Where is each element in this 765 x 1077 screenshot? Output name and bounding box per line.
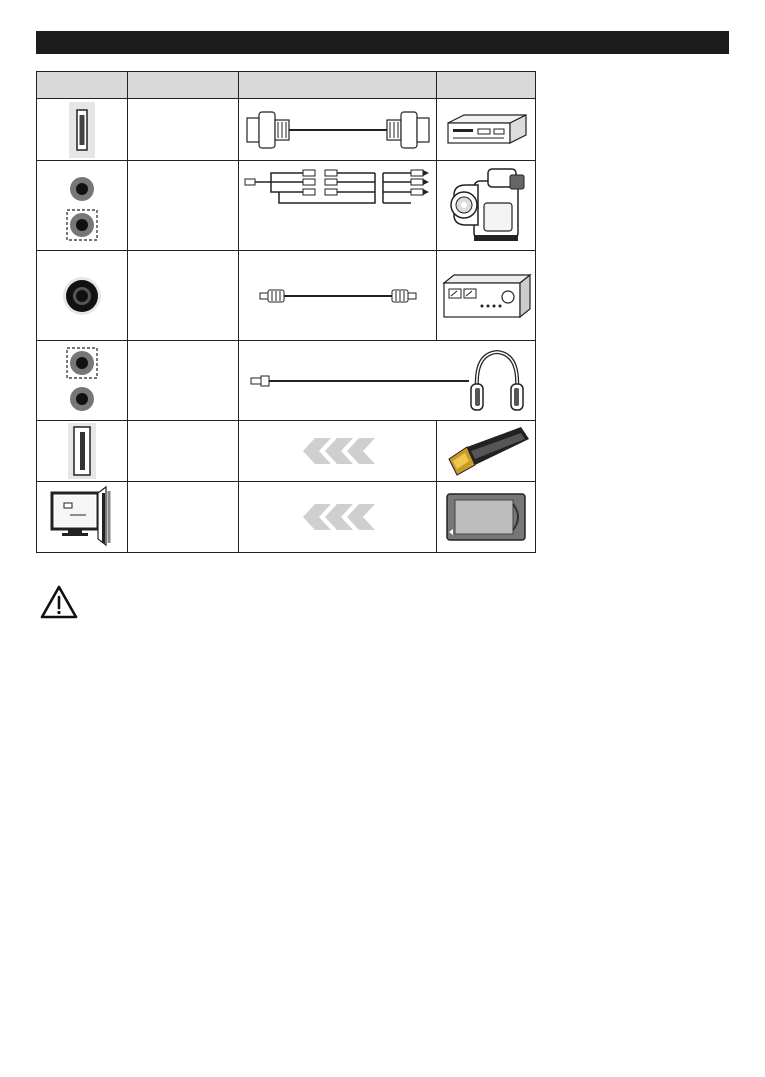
row-hdmi-connector — [37, 99, 127, 160]
warning-icon — [40, 584, 78, 620]
row-usb-device — [437, 421, 535, 481]
row-headphone-label — [128, 341, 238, 420]
spdif-port-icon — [62, 276, 102, 316]
av-jack-pair-icon — [64, 170, 100, 242]
section-title-bar — [36, 31, 729, 54]
row-usb-label — [128, 421, 238, 481]
coax-cable-icon — [258, 287, 418, 305]
row-hdmi-cable — [239, 99, 436, 160]
hdmi-cable-icon — [245, 108, 431, 152]
audio-amplifier-icon — [440, 273, 532, 319]
row-ci-cable — [239, 482, 436, 552]
ci-slot-icon — [42, 485, 122, 549]
row-spdif-connector — [37, 251, 127, 340]
hdmi-port-icon — [69, 102, 95, 158]
row-spdif-label — [128, 251, 238, 340]
row-hdmi-device — [437, 99, 535, 160]
headphone-cable-icon — [249, 375, 471, 387]
av-rca-cable-icon — [243, 167, 433, 207]
row-spdif-device — [437, 251, 535, 340]
row-headphone-cable — [239, 341, 535, 420]
row-usb-cable — [239, 421, 436, 481]
row-av-cable — [239, 161, 436, 250]
insert-arrows-icon — [299, 438, 377, 464]
row-hdmi-label — [128, 99, 238, 160]
headphone-jack-pair-icon — [64, 345, 100, 417]
headphones-icon — [469, 348, 525, 414]
usb-port-icon — [68, 423, 96, 479]
row-headphone-connector — [37, 341, 127, 420]
dvd-player-icon — [444, 113, 528, 147]
insert-arrows-icon — [299, 504, 377, 530]
row-spdif-cable — [239, 251, 436, 340]
row-av-connector — [37, 161, 127, 250]
row-usb-connector — [37, 421, 127, 481]
table-header — [37, 72, 535, 99]
row-ci-label — [128, 482, 238, 552]
camcorder-icon — [444, 167, 528, 245]
row-av-device — [437, 161, 535, 250]
usb-stick-icon — [441, 425, 531, 477]
row-av-label — [128, 161, 238, 250]
row-ci-connector — [37, 482, 127, 552]
cam-module-icon — [445, 492, 527, 542]
connection-table — [36, 71, 536, 553]
row-ci-device — [437, 482, 535, 552]
